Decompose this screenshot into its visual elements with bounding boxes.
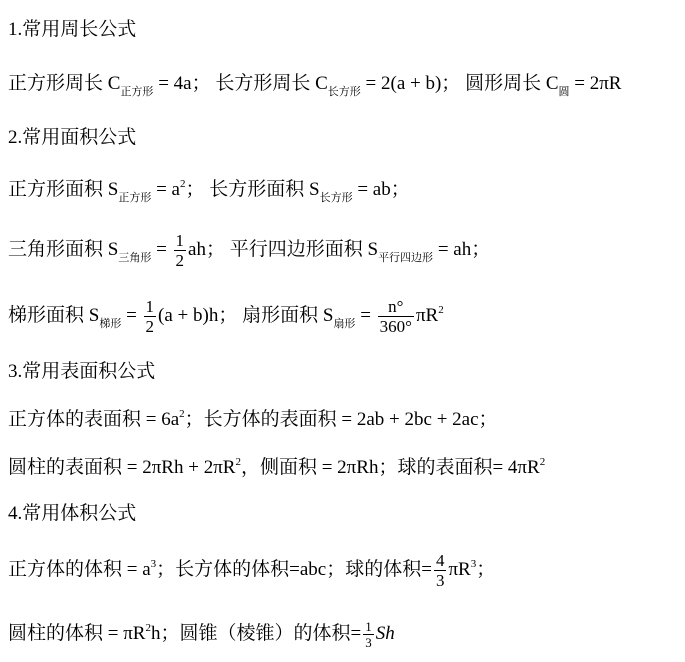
surface-formulas-2: [8, 458, 545, 477]
surface-line1-a: 正方体的表面积 = 6a: [8, 409, 180, 430]
cone-volume-den: 3: [365, 635, 372, 650]
sphere-volume-num: 4: [435, 551, 445, 570]
surface-formulas-1: [8, 410, 498, 429]
volume-line2-exp: 2: [145, 621, 151, 634]
surface-line1-exp: 2: [179, 408, 185, 420]
perimeter-formulas: [8, 73, 622, 98]
trapezoid-area-den: 2: [145, 317, 155, 336]
sector-area-exp: 2: [438, 303, 444, 316]
volume-line2-a: 圆柱的体积 = πR: [8, 622, 146, 644]
area-formulas-2: [8, 232, 490, 269]
trapezoid-area-fraction: [144, 298, 157, 335]
volume-line1-exp: 3: [150, 557, 157, 570]
sector-area-end: πR: [415, 304, 439, 326]
volume-line1-end: ；: [476, 558, 496, 580]
sphere-volume-den: 3: [435, 571, 445, 590]
section-heading-perimeter: 1.常用周长公式: [8, 19, 137, 40]
rect-area-sub: 长方形: [319, 192, 353, 204]
cone-volume-num: 1: [365, 619, 372, 634]
square-perimeter-label: 正方形周长 C: [8, 73, 121, 94]
area-formulas-1: [8, 178, 410, 204]
surface-line1-b: ；长方体的表面积 = 2ab + 2bc + 2ac；: [184, 409, 498, 430]
square-area-sub: 正方形: [118, 192, 152, 204]
cone-volume-fraction: [363, 620, 374, 649]
parallelogram-area-label: 平行四边形面积 S: [229, 238, 379, 260]
sector-area-num: n°: [378, 298, 414, 317]
surface-line2-exp2: 2: [539, 456, 546, 468]
circle-perimeter-rhs: = 2πR: [569, 73, 622, 94]
triangle-area-label: 三角形面积 S: [8, 238, 119, 260]
area-formulas-3: [8, 298, 444, 335]
surface-line2-a: 圆柱的表面积 = 2πRh + 2πR: [8, 457, 236, 478]
triangle-area-fraction: [174, 232, 187, 269]
triangle-area-den: 2: [175, 251, 185, 270]
triangle-area-num: 1: [175, 231, 185, 250]
volume-line1-a: 正方体的体积 = a: [8, 558, 151, 580]
square-area-label: 正方形面积 S: [8, 179, 119, 200]
triangle-area-end: ah；: [188, 238, 225, 260]
rect-perimeter-sub: 长方形: [327, 86, 361, 98]
volume-formulas-1: [8, 552, 495, 589]
volume-formulas-2: [8, 620, 395, 649]
trapezoid-area-end: (a + b)h；: [158, 304, 238, 326]
sector-area-fraction: [378, 298, 414, 335]
parallelogram-area-sub: 平行四边形: [378, 251, 434, 264]
square-area-exp: 2: [179, 178, 186, 190]
trapezoid-area-label: 梯形面积 S: [8, 304, 100, 326]
rect-perimeter-rhs: = 2(a + b)；: [360, 73, 461, 94]
volume-line1-c: πR: [448, 558, 471, 580]
triangle-area-sub: 三角形: [118, 251, 152, 264]
square-area-rhs: = a: [151, 179, 180, 200]
parallelogram-area-rhs: = ah；: [433, 238, 491, 260]
square-perimeter-rhs: = 4a；: [153, 73, 211, 94]
volume-line1-b: ；长方体的体积=abc；球的体积=: [156, 558, 432, 580]
trapezoid-area-num: 1: [145, 297, 155, 316]
square-area-end: ；: [185, 179, 205, 200]
rect-area-rhs: = ab；: [352, 179, 410, 200]
rect-area-label: 长方形面积 S: [209, 179, 320, 200]
sphere-volume-fraction: [434, 552, 447, 589]
sector-area-eq: =: [355, 304, 376, 326]
volume-line2-b: h；圆锥（棱锥）的体积=: [150, 622, 362, 644]
trapezoid-area-eq: =: [121, 304, 142, 326]
section-heading-volume: 4.常用体积公式: [8, 503, 137, 524]
volume-line2-c: Sh: [375, 622, 395, 644]
volume-line1-exp2: 3: [470, 557, 477, 570]
sector-area-label: 扇形面积 S: [242, 304, 334, 326]
square-perimeter-sub: 正方形: [120, 86, 154, 98]
surface-line2-b: ，侧面积 = 2πRh；球的表面积= 4πR: [240, 457, 540, 478]
trapezoid-area-sub: 梯形: [99, 317, 122, 330]
sector-area-sub: 扇形: [333, 317, 356, 330]
section-heading-surface: 3.常用表面积公式: [8, 361, 156, 382]
sector-area-den: 360°: [379, 317, 412, 336]
circle-perimeter-sub: 圆: [558, 86, 570, 98]
triangle-area-eq: =: [151, 238, 172, 260]
section-heading-area: 2.常用面积公式: [8, 127, 137, 148]
rect-perimeter-label: 长方形周长 C: [215, 73, 328, 94]
circle-perimeter-label: 圆形周长 C: [465, 73, 559, 94]
surface-line2-exp: 2: [235, 456, 241, 468]
